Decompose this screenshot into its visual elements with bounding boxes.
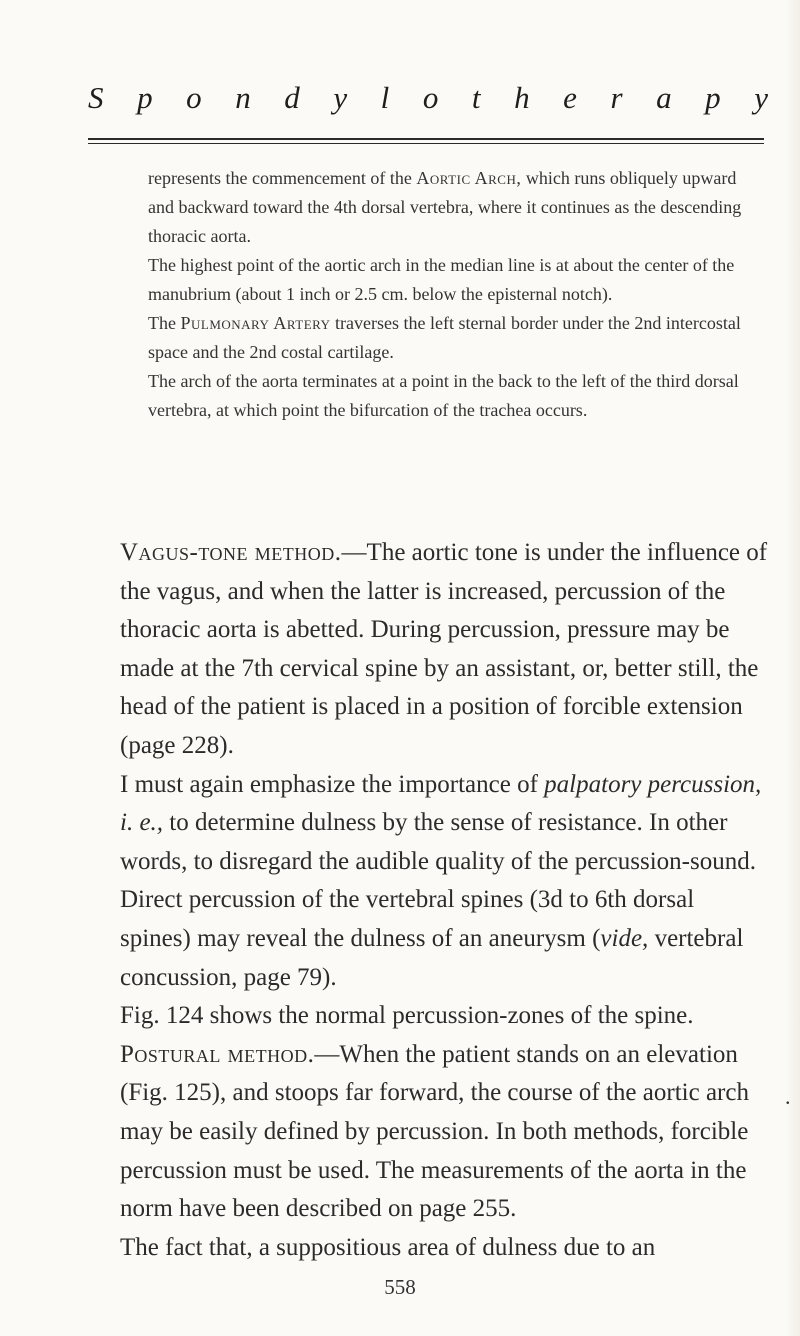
- page-number: 558: [384, 1275, 416, 1299]
- running-head-letter: o: [186, 80, 202, 115]
- running-head-letter: a: [656, 80, 672, 115]
- paragraph: [148, 309, 752, 367]
- running-head-letter: p: [137, 80, 153, 115]
- header-rule-thick: [88, 138, 764, 140]
- text-run: —The aortic tone is under the influence of the vagus, and when the latter is increased, percussion of the thoracic aorta is abetted. During percussion, pressure may be made at the 7th cervical spine by an assistant, or, better still, the head of the patient is placed in a position of forcible extension (page 228).: [120, 539, 768, 759]
- text-run: The: [148, 313, 181, 333]
- section-heading: Postural method.: [120, 1040, 315, 1068]
- text-run: to determine dulness by the sense of resistance. In other words, to disregard the audible quality of the percussion-sound.: [120, 809, 756, 875]
- text-run: —When the patient stands on an elevation (Fig. 125), and stoops far forward, the course of the aortic arch may be easily defined by percussion. In both methods, forcible percussion must be used. The measurements of the aorta in the norm have been described on page 255.: [120, 1040, 749, 1223]
- text-run: I must again emphasize the importance of: [120, 770, 545, 798]
- text-run: traverses the left sternal border under the 2nd intercostal space and the 2nd costal cartilage.: [148, 313, 741, 362]
- running-head-letter: d: [284, 80, 300, 115]
- page-edge: [786, 0, 800, 1336]
- running-head-letter: n: [235, 80, 251, 115]
- running-head-letter: r: [610, 80, 623, 115]
- small-print-block: [148, 164, 752, 425]
- running-head-letter: e: [563, 80, 577, 115]
- running-head-letter: o: [422, 80, 439, 115]
- small-caps-term: Aortic Arch,: [416, 168, 522, 188]
- running-head-letter: l: [380, 80, 390, 115]
- margin-mark: .: [785, 1084, 791, 1109]
- paragraph: The highest point of the aortic arch in the median line is at about the center of the manubrium (about 1 inch or 2.5 cm. below the episternal notch).: [148, 255, 735, 304]
- header-rule-thin: [88, 143, 764, 144]
- running-head-letter: S: [88, 80, 104, 115]
- paragraph: [120, 766, 770, 882]
- text-run: represents the commencement of the: [148, 168, 417, 188]
- paragraph: [120, 534, 770, 766]
- paragraph: [148, 164, 752, 251]
- running-head: [88, 78, 768, 118]
- italic-term: palpatory percussion, i. e.,: [120, 770, 762, 837]
- section-heading: Vagus-tone method.: [120, 539, 342, 566]
- text-run: Direct percussion of the vertebral spines (3d to 6th dorsal spines) may reveal the dulness of an aneurysm (: [120, 886, 695, 952]
- paragraph: [120, 1036, 770, 1229]
- paragraph: [120, 881, 770, 997]
- running-head-letter: y: [333, 80, 348, 115]
- text-run: which runs obliquely upward and backward toward the 4th dorsal vertebra, where it continues as the descending thoracic aorta.: [148, 168, 742, 246]
- paragraph: Fig. 124 shows the normal percussion-zones of the spine.: [120, 1002, 694, 1030]
- running-head-letter: t: [471, 80, 481, 115]
- paragraph: The arch of the aorta terminates at a point in the back to the left of the third dorsal vertebra, at which point the bifurcation of the trachea occurs.: [148, 371, 739, 420]
- running-head-letter: y: [754, 80, 768, 115]
- text-run: vertebral concussion, page 79).: [120, 924, 744, 991]
- running-head-letter: p: [705, 80, 721, 115]
- paragraph: The fact that, a suppositious area of dulness due to an: [120, 1233, 656, 1261]
- small-caps-term: Pulmonary Artery: [180, 313, 331, 333]
- italic-term: vide,: [600, 924, 649, 952]
- body-text-block: [120, 534, 770, 1267]
- running-head-letter: h: [514, 80, 530, 115]
